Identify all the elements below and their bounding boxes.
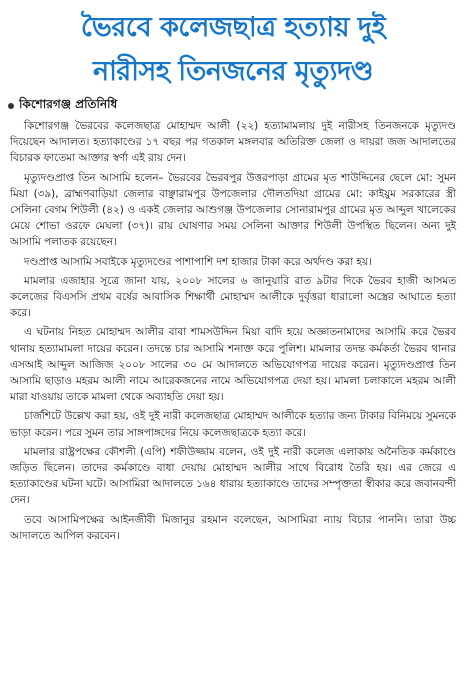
paragraph: তবে আসামিপক্ষের আইনজীবী মিজানুর রহমান বলেছেন, আসামিরা ন্যায় বিচার পাননি। তারা উচ্চ আদালতে আপিল করবেন। (10, 513, 456, 542)
headline-line-1: ভৈরবে কলেজছাত্র হত্যায় দুই (80, 12, 386, 43)
paragraph: কিশোরগঞ্জ ভৈরবের কলেজছাত্র মোহাম্মদ আলী (২২) হত্যামামলায় দুই নারীসহ তিনজনকে মৃত্যুদণ্ড দিয়েছেন আদালত। হত্যাকাণ্ডের ১৭ বছর পর গতকাল মঙ্গলবার অতিরিক্ত জেলা ও দায়রা জজ আদালতের বিচারক ফাতেমা আক্তার স্বর্ণা এই রায় দেন। (10, 120, 456, 165)
headline-line-2: নারীসহ তিনজনের মৃত্যুদণ্ড (92, 56, 374, 87)
byline-row (8, 98, 466, 114)
paragraph: মামলার রাষ্ট্রপক্ষের কৌশলী (এপি) শফীউজ্জাম বলেন, ওই দুই নারী কলেজ এলাকায় অনৈতিক কর্মকাণ্ডে জড়িত ছিলেন। তাদের কর্মকাণ্ডে বাধা দেয়ায় মোহাম্মদ আলীর সাথে বিরোধ তৈরি হয়। এর জেরে এ হত্যাকাণ্ডের ঘটনা ঘটে। আসামিরা আদালতে ১৬৪ ধারায় হত্যাকাণ্ডে তাদের সম্পৃক্ততা স্বীকার করে জবানবন্দী দেন। (10, 445, 456, 507)
paragraph: মামলার এজাহার সূত্রে জানা যায়, ২০০৮ সালের ৬ জানুয়ারি রাত ৯টার দিকে ভৈরব হাজী আসমত কলেজের বিএসসি প্রথম বর্ষের আবাসিক শিক্ষার্থী মোহাম্মদ আলীকে দুর্বৃত্তরা ধারালো অস্ত্রের আঘাতে হত্যা করে। (10, 274, 456, 320)
paragraph: মৃত্যুদণ্ডপ্রাপ্ত তিন আসামি হলেন– ভৈরবের ভৈরবপুর উত্তরপাড়া গ্রামের মৃত শাউদ্দিনের ছেলে মো: সুমন মিয়া (৩৯), ব্রাহ্মণবাড়িয়া জেলার বাঞ্ছারামপুর উপজেলার দৌলতদিয়া গ্রামের মো: কাইয়ুম সরকারের স্ত্রী সেলিনা বেগম শিউলী (৪২) ও একই জেলার আশুগঞ্জ উপজেলার সোনারামপুর গ্রামের মৃত আব্দুল খালেকের মেয়ে শোভা ওরফে মেঘলা (৩৭)। রায় ঘোষণার সময় সেলিনা আক্তার শিউলী উপস্থিত ছিলেন। অন্য দুই আসামি পলাতক রয়েছেন। (10, 171, 456, 249)
byline: কিশোরগঞ্জ প্রতিনিধি (19, 97, 118, 111)
headline (0, 0, 466, 94)
paragraph: দণ্ডপ্রাপ্ত আসামি সবাইকে মৃত্যুদণ্ডের পাশাপাশি দশ হাজার টাকা করে অর্থদণ্ড করা হয়। (24, 255, 372, 268)
article-body (0, 118, 466, 544)
bullet-icon (8, 103, 14, 109)
paragraph: চার্জশিটে উল্লেখ করা হয়, ওই দুই নারী কলেজছাত্র মোহাম্মদ আলীকে হত্যার জন্য টাকার বিনিময়ে সুমনকে ভাড়া করেন। পরে সুমন তার সাঙ্গপাঙ্গদের নিয়ে কলেজছাত্রকে হত্যা করে। (10, 410, 456, 439)
paragraph: এ ঘটনায় নিহত মোহাম্মদ আলীর বাবা শামসউদ্দিন মিয়া বাদি হয়ে অজ্ঞাতনামাদের আসামি করে ভৈরব থানায় হত্যামামলা দায়ের করেন। তদন্তে চার আসামি শনাক্ত করে পুলিশ। মামলার তদন্ত কর্মকর্তা ভৈরব থানার এসআই আব্দুল আজিজ ২০০৮ সালের ৩০ মে আদালতে অভিযোগপত্র দায়ের করেন। মৃত্যুদণ্ডপ্রাপ্ত তিন আসামি ছাড়াও মহরম আলী নামে আরেকজনের নামে অভিযোগপত্র দেয়া হয়। মামলা চলাকালে মহরম আলী মারা যাওয়ায় তাকে মামলা থেকে অব্যাহতি দেয়া হয়। (10, 326, 456, 404)
